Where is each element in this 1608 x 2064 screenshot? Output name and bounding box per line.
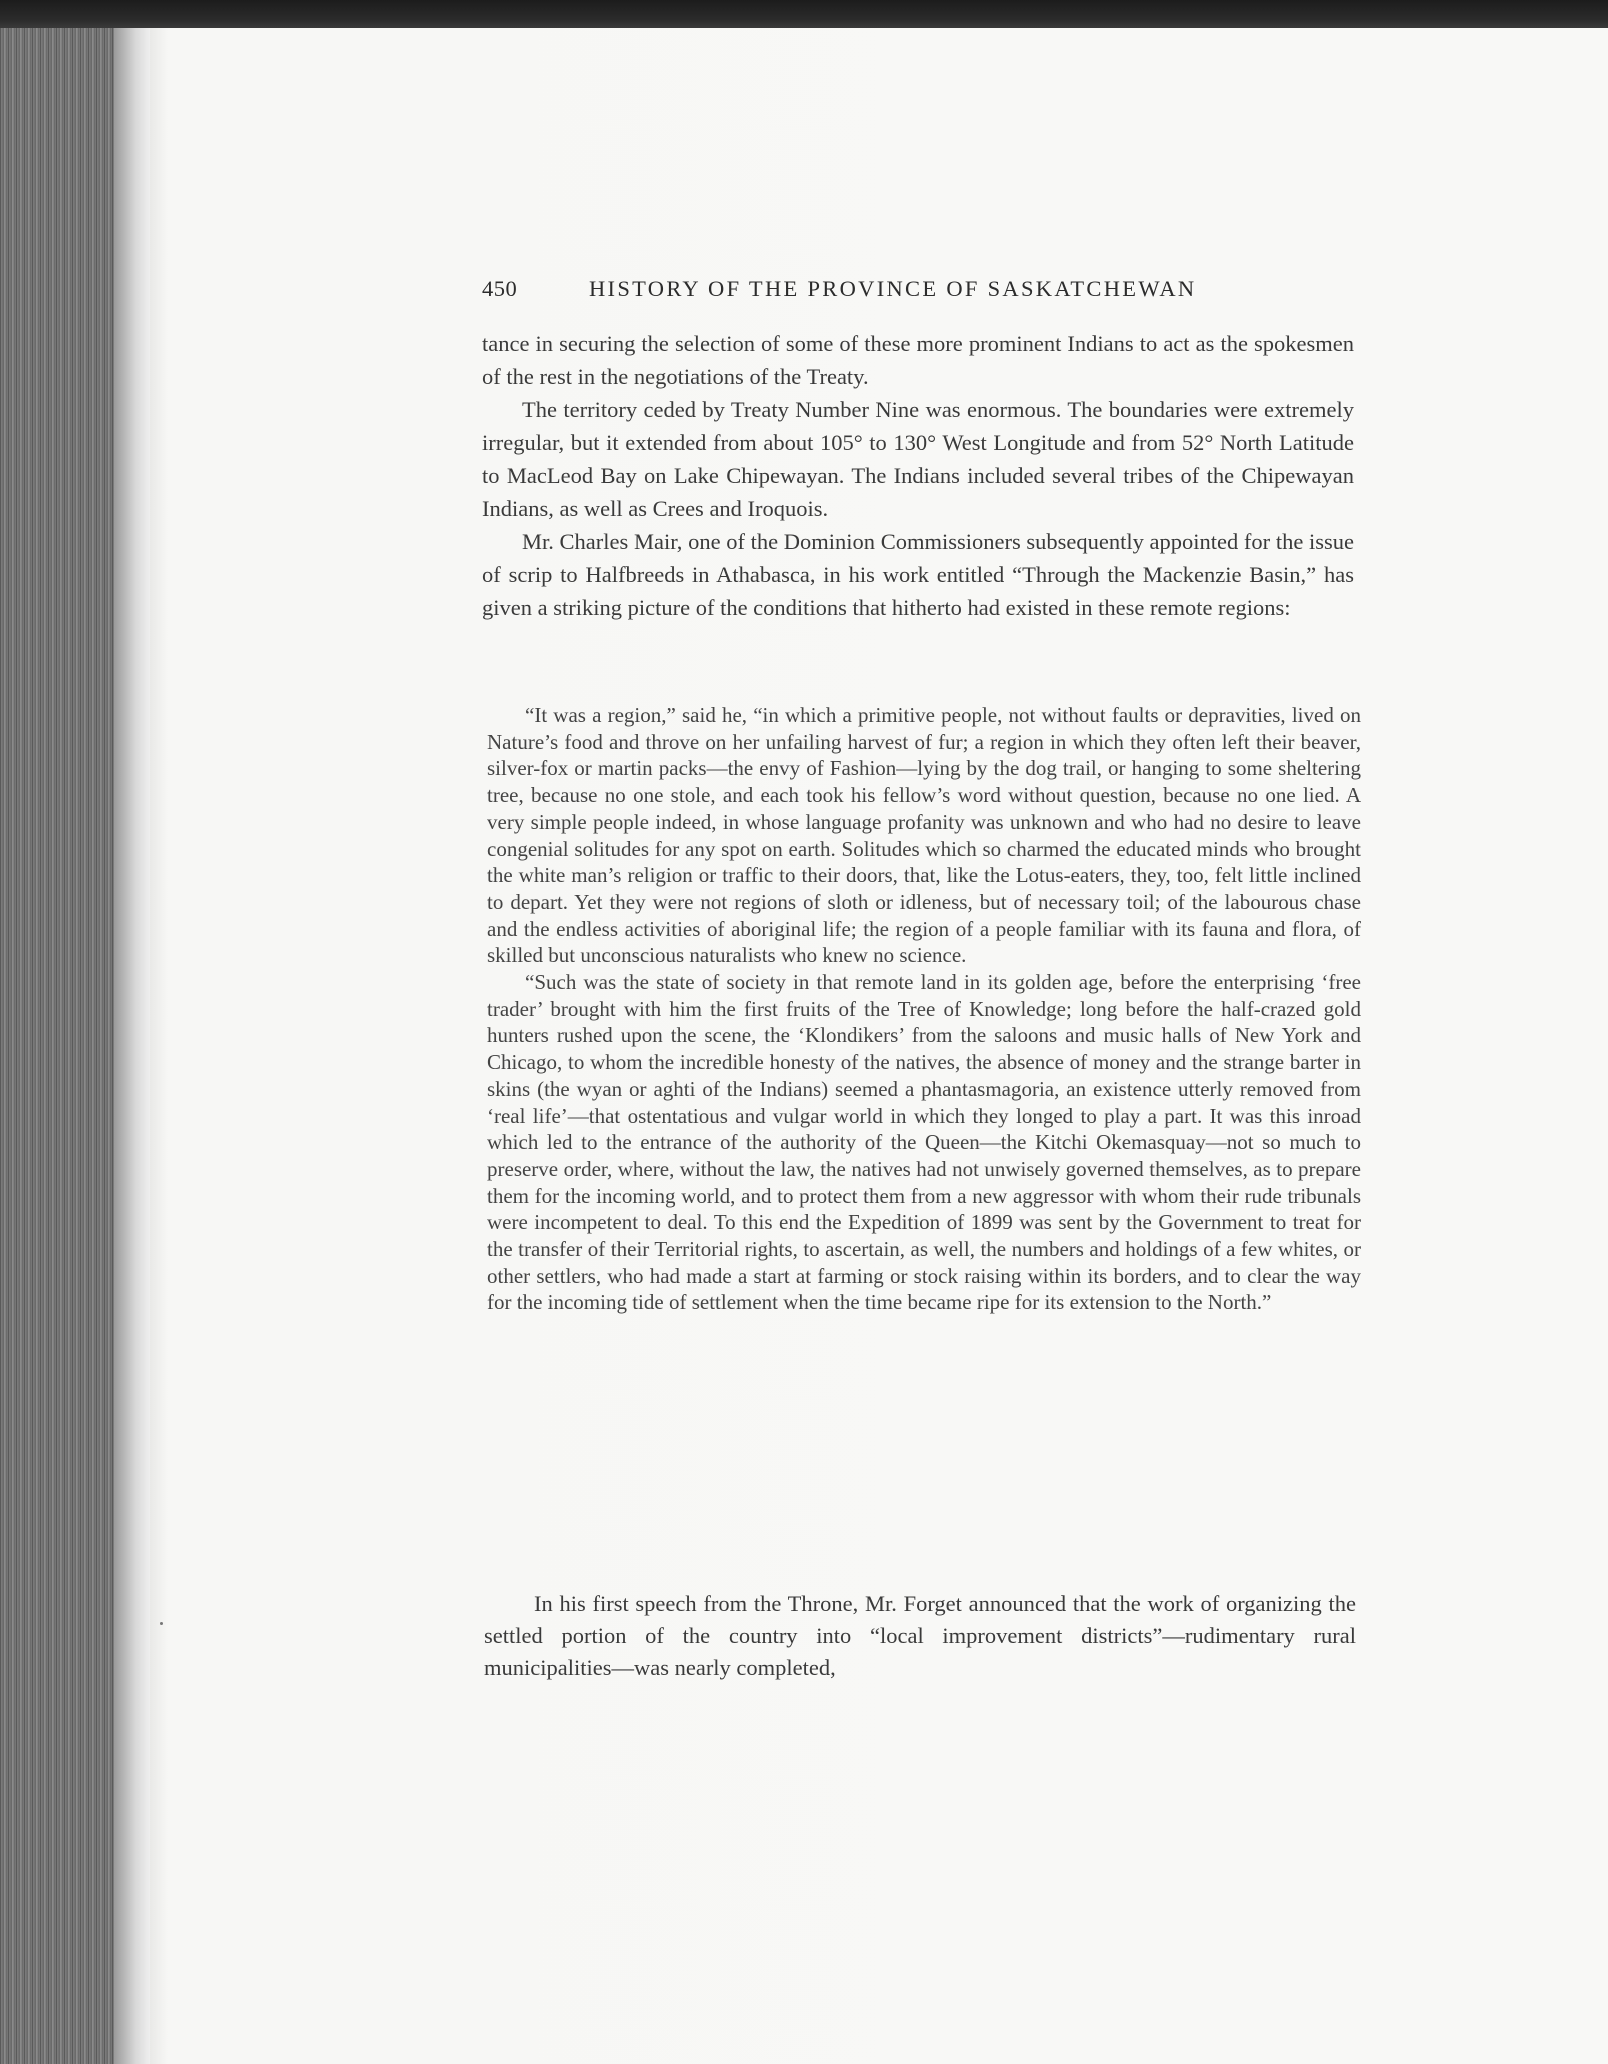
paragraph-territory: The territory ceded by Treaty Number Nine was enormous. The boundaries were extremely irregular, but it extended from about 105° to 130° West Longitude and from 52° North Latitude to MacLeod Bay on Lake Chipewayan. The Indians included several tribes of the Chipewayan Indians, as well as Crees and Iroquois. bbox=[482, 397, 1354, 521]
page-number: 450 bbox=[482, 276, 518, 301]
quote-paragraph-society: “Such was the state of society in that remote land in its golden age, before the enterprising ‘free trader’ brought with him the first fruits of the Tree of Knowledge; long before the half-crazed gold hunters rushed upon the scene, the ‘Klondikers’ from the saloons and music halls of New York and Chicago, to whom the incredible honesty of the natives, the absence of money and the strange barter in skins (the wyan or aghti of the Indians) seemed a phantasmagoria, an existence utterly removed from ‘real life’—that ostentatious and vulgar world in which they longed to play a part. It was this inroad which led to the entrance of the authority of the Queen—the Kitchi Okemasquay—not so much to preserve order, where, without the law, the natives had not unwisely governed themselves, as to prepare them for the incoming world, and to protect them from a new aggressor with whom their rude tribunals were incompetent to deal. To this end the Expedition of 1899 was sent by the Government to treat for the transfer of their Territorial rights, to ascertain, as well, the numbers and holdings of a few whites, or other settlers, who had made a start at farming or stock raising within its borders, and to clear the way for the incoming tide of settlement when the time became ripe for its extension to the North.” bbox=[487, 970, 1361, 1315]
block-quote bbox=[487, 702, 1361, 1316]
scan-speck bbox=[160, 1622, 163, 1625]
body-text bbox=[482, 327, 1354, 624]
quote-paragraph-region: “It was a region,” said he, “in which a primitive people, not without faults or depravities, lived on Nature’s food and throve on her unfailing harvest of fur; a region in which they often left their beaver, silver-fox or martin packs—the envy of Fashion—lying by the dog trail, or hanging to some sheltering tree, because no one stole, and each took his fellow’s word without question, because no one lied. A very simple people indeed, in whose language profanity was unknown and who had no desire to leave congenial solitudes for any spot on earth. Solitudes which so charmed the educated minds who brought the white man’s religion or traffic to their doors, that, like the Lotus-eaters, they, too, felt little inclined to depart. Yet they were not regions of sloth or idleness, but of necessary toil; of the labourous chase and the endless activities of aboriginal life; the region of a people familiar with its fauna and flora, of skilled but unconscious naturalists who knew no science. bbox=[487, 703, 1361, 968]
running-head: HISTORY OF THE PROVINCE OF SASKATCHEWAN bbox=[589, 276, 1197, 301]
paragraph-throne-speech: In his first speech from the Throne, Mr. Forget announced that the work of organizing the settled portion of the country into “local improvement districts”—rudimentary rural municipalities—was nearly completed, bbox=[484, 1591, 1356, 1680]
paragraph-continued: tance in securing the selection of some of these more prominent Indians to act as the spokesmen of the rest in the negotiations of the Treaty. bbox=[482, 331, 1354, 389]
closing-text bbox=[484, 1588, 1356, 1684]
paragraph-mair: Mr. Charles Mair, one of the Dominion Commissioners subsequently appointed for the issue of scrip to Halfbreeds in Athabasca, in his work entitled “Through the Mackenzie Basin,” has given a striking picture of the conditions that hitherto had existed in these remote regions: bbox=[482, 529, 1354, 620]
book-page-edges bbox=[0, 28, 150, 2064]
scan-top-border bbox=[0, 0, 1608, 28]
